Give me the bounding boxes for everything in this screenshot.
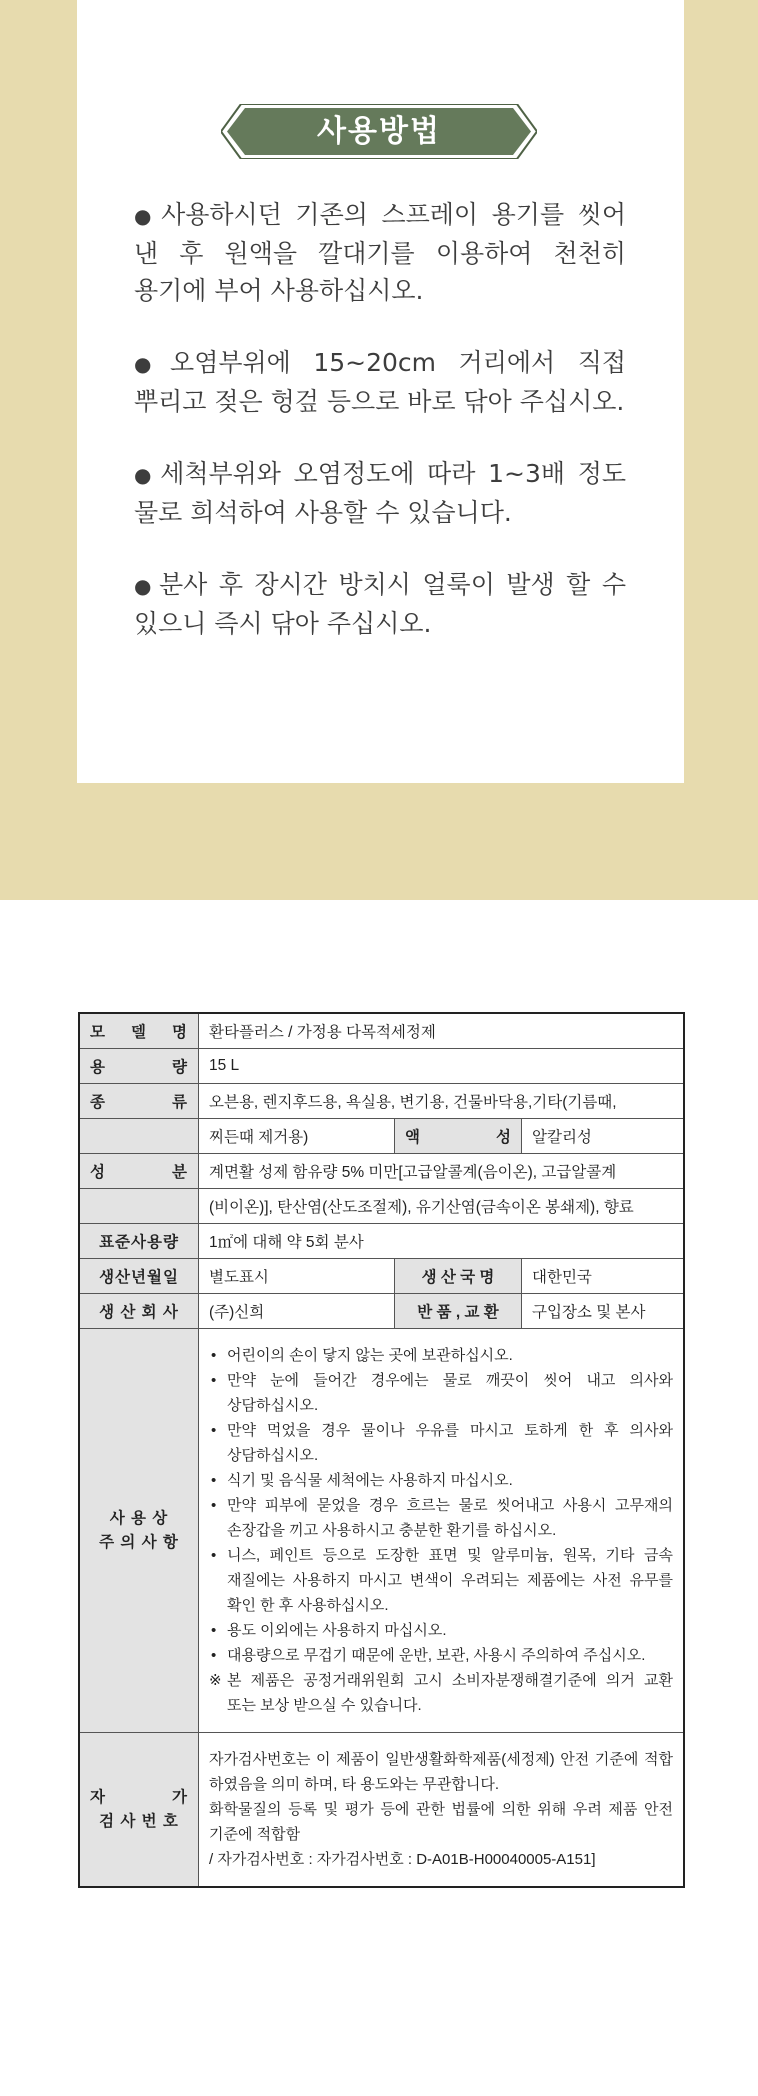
selfcheck-content xyxy=(199,1733,685,1888)
caution-item: • 어린이의 손이 닿지 않는 곳에 보관하십시오. xyxy=(211,1347,513,1364)
usage-title: 사용방법 xyxy=(317,114,441,149)
usage-item: ● 사용하시던 기존의 스프레이 용기를 씻어 낸 후 원액을 깔대기를 이용하여 천천히 용기에 부어 사용하십시오. xyxy=(134,200,626,305)
ingredient-label: 성 분 xyxy=(79,1154,199,1189)
date-value: 별도표시 xyxy=(199,1259,395,1294)
maker-value: (주)신희 xyxy=(199,1294,395,1329)
caution-item: • 대용량으로 무겁기 때문에 운반, 보관, 사용시 주의하여 주십시오. xyxy=(211,1647,646,1664)
standard-label: 표준사용량 xyxy=(79,1224,199,1259)
type-value-cont: 찌든때 제거용) xyxy=(199,1119,395,1154)
capacity-label: 용 량 xyxy=(79,1049,199,1084)
spec-row-type xyxy=(79,1084,684,1119)
return-value: 구입장소 및 본사 xyxy=(522,1294,685,1329)
spec-row-ingredient xyxy=(79,1154,684,1189)
model-value: 환타플러스 / 가정용 다목적세정제 xyxy=(199,1013,685,1049)
capacity-value: 15 L xyxy=(199,1049,685,1084)
blank-header-cell xyxy=(79,1189,199,1224)
ingredient-value-cont: (비이온)], 탄산염(산도조절제), 유기산염(금속이온 봉쇄제), 향료 xyxy=(199,1189,685,1224)
caution-list xyxy=(209,1343,673,1718)
caution-content xyxy=(199,1329,685,1733)
country-label: 생 산 국 명 xyxy=(395,1259,522,1294)
selfcheck-line: 화학물질의 등록 및 평가 등에 관한 법률에 의한 위해 우려 제품 안전 기준에 적합함 xyxy=(209,1801,673,1843)
spec-row-date xyxy=(79,1259,684,1294)
selfcheck-label xyxy=(79,1733,199,1888)
usage-title-banner xyxy=(221,104,537,159)
selfcheck-label-line: 자 가 xyxy=(90,1788,188,1806)
usage-item: ● 분사 후 장시간 방치시 얼룩이 발생 할 수 있으니 즉시 닦아 주십시오. xyxy=(134,570,626,638)
spec-row-maker xyxy=(79,1294,684,1329)
maker-label: 생 산 회 사 xyxy=(79,1294,199,1329)
liquid-value: 알칼리성 xyxy=(522,1119,685,1154)
spec-row-standard xyxy=(79,1224,684,1259)
product-spec-table xyxy=(78,1012,685,1888)
caution-item: • 니스, 페인트 등으로 도장한 표면 및 알루미늄, 원목, 기타 금속 재질에는 사용하지 마시고 변색이 우려되는 제품에는 사전 유무를 확인 한 후 사용하십시오. xyxy=(211,1547,673,1614)
usage-item: ● 세척부위와 오염정도에 따라 1~3배 정도 물로 희석하여 사용할 수 있습니다. xyxy=(134,459,626,527)
usage-instructions xyxy=(134,196,626,677)
model-label: 모 델 명 xyxy=(79,1013,199,1049)
caution-label-line: 주 의 사 항 xyxy=(99,1533,179,1551)
blank-header-cell xyxy=(79,1119,199,1154)
selfcheck-label-line: 검 사 번 호 xyxy=(99,1812,179,1830)
caution-item: • 만약 눈에 들어간 경우에는 물로 깨끗이 씻어 내고 의사와 상담하십시오. xyxy=(211,1372,673,1414)
ingredient-value: 계면활 성제 함유량 5% 미만[고급알콜계(음이온), 고급알콜계 xyxy=(199,1154,685,1189)
spec-row-selfcheck xyxy=(79,1733,684,1888)
country-value: 대한민국 xyxy=(522,1259,685,1294)
selfcheck-line: 자가검사번호는 이 제품이 일반생활화학제품(세정제) 안전 기준에 적합 하였음을 의미 하며, 타 용도와는 무관합니다. xyxy=(209,1751,673,1793)
type-value: 오븐용, 렌지후드용, 욕실용, 변기용, 건물바닥용,기타(기름때, xyxy=(199,1084,685,1119)
standard-value: 1㎡에 대해 약 5회 분사 xyxy=(199,1224,685,1259)
caution-item: • 식기 및 음식물 세척에는 사용하지 마십시오. xyxy=(211,1472,513,1489)
spec-row-type-cont xyxy=(79,1119,684,1154)
return-label: 반 품 , 교 환 xyxy=(395,1294,522,1329)
spec-row-caution xyxy=(79,1329,684,1733)
date-label: 생산년월일 xyxy=(79,1259,199,1294)
liquid-label: 액 성 xyxy=(395,1119,522,1154)
caution-label xyxy=(79,1329,199,1733)
selfcheck-line: / 자가검사번호 : 자가검사번호 : D-A01B-H00040005-A151] xyxy=(209,1851,596,1868)
type-label: 종 류 xyxy=(79,1084,199,1119)
caution-item: • 만약 피부에 묻었을 경우 흐르는 물로 씻어내고 사용시 고무재의 손장갑을 끼고 사용하시고 충분한 환기를 하십시오. xyxy=(211,1497,673,1539)
spec-row-model xyxy=(79,1013,684,1049)
spec-row-capacity xyxy=(79,1049,684,1084)
caution-label-line: 사 용 상 xyxy=(109,1509,169,1527)
caution-item: • 용도 이외에는 사용하지 마십시오. xyxy=(211,1622,447,1639)
caution-note: ※ 본 제품은 공정거래위원회 고시 소비자분쟁해결기준에 의거 교환 또는 보상 받으실 수 있습니다. xyxy=(209,1672,673,1714)
spec-row-ingredient-cont xyxy=(79,1189,684,1224)
caution-item: • 만약 먹었을 경우 물이나 우유를 마시고 토하게 한 후 의사와 상담하십시오. xyxy=(211,1422,673,1464)
usage-item: ● 오염부위에 15~20cm 거리에서 직접 뿌리고 젖은 헝겊 등으로 바로 닦아 주십시오. xyxy=(134,348,626,416)
